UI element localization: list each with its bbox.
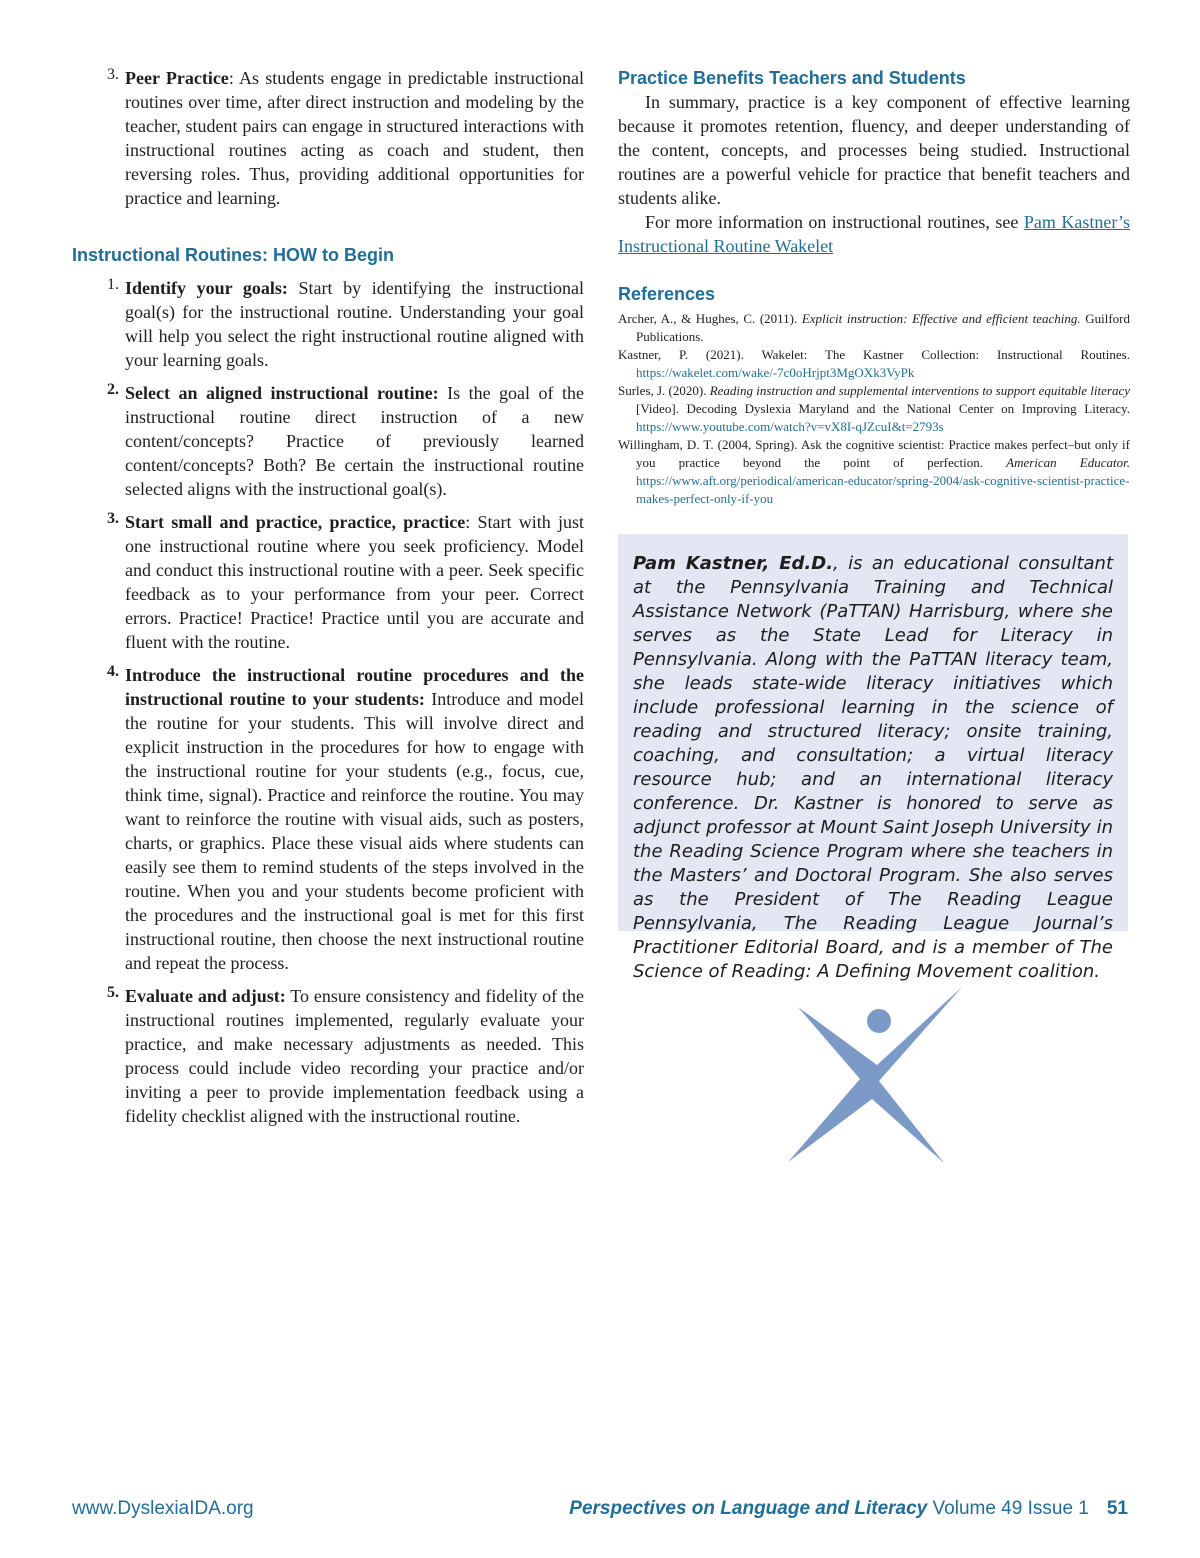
reference-item: Archer, A., & Hughes, C. (2011). Explicit instruction: Effective and efficient teaching. Guilford Publications. (618, 311, 1130, 344)
step-item (72, 663, 584, 975)
item-text (125, 66, 584, 210)
references-list (618, 310, 1130, 508)
author-bio-box (618, 534, 1128, 982)
page-footer (72, 1498, 1128, 1522)
references-heading: References (618, 284, 716, 304)
how-to-begin-heading: Instructional Routines: HOW to Begin (72, 245, 394, 265)
reference-url[interactable]: https://www.youtube.com/watch?v=vX8I-qJZcuI&t=2793s (636, 419, 944, 434)
footer-publication: Perspectives on Language and Literacy (569, 1498, 928, 1519)
item-body: : As students engage in predictable instructional routines over time, after direct instruction and modeling by the teacher, student pairs can engage in structured interactions with instructional routines acting as coach and student, then reversing roles. Thus, providing additional opportunities for practice and learning. (125, 68, 585, 208)
more-info-paragraph (618, 210, 1130, 258)
reference-item: Kastner, P. (2021). Wakelet: The Kastner Collection: Instructional Routines. https://wakelet.com/wake/-7c0oHrjpt3MgOXk3VyPk (618, 347, 1130, 380)
step-number: 2. (107, 381, 119, 398)
reference-item: Surles, J. (2020). Reading instruction and supplemental interventions to support equitable literacy [Video]. Decoding Dyslexia Maryland and the National Center on Improving Literacy. https://www.youtube.com/watch?v=vX8I-qJZcuI&t=2793s (618, 383, 1130, 434)
step-number: 4. (107, 663, 119, 680)
reference-url[interactable]: https://wakelet.com/wake/-7c0oHrjpt3MgOXk3VyPk (636, 365, 915, 380)
right-column (618, 66, 1130, 508)
step-label: Identify your goals: (125, 278, 288, 298)
left-column (72, 66, 584, 1137)
item-label: Peer Practice (125, 68, 229, 88)
step-number: 5. (107, 984, 119, 1001)
step-body: Start by identifying the instructional goal(s) for the instructional routine. Understanding your goal will help you select the right instructional routine aligned with your learning goals. (125, 278, 584, 370)
reference-url[interactable]: https://www.aft.org/periodical/american-educator/spring-2004/ask-cognitive-scientist-practice-makes-perfect-only-if-you (636, 473, 1130, 506)
peer-practice-item (72, 66, 584, 210)
step-label: Evaluate and adjust: (125, 986, 286, 1006)
step-number: 3. (107, 510, 119, 527)
footer-page-number: 51 (1106, 1498, 1128, 1519)
step-body: : Start with just one instructional routine where you seek proficiency. Model and conduct this instructional routine with a peer. Seek specific feedback as to your performance from your peer. Correct errors. Practice! Practice! Practice until you are accurate and fluent with the routine. (125, 512, 584, 652)
author-name: Pam Kastner, Ed.D. (633, 553, 834, 574)
wakelet-link[interactable]: Pam Kastner’s Instructional Routine Wakelet (618, 212, 1130, 256)
footer-issue: Volume 49 Issue 1 (932, 1498, 1089, 1519)
summary-paragraph: In summary, practice is a key component of effective learning because it promotes retention, fluency, and deeper understanding of the content, concepts, and processes being studied. Instructional routines are a powerful vehicle for practice that benefit teachers and students alike. (618, 92, 1130, 208)
item-number: 3. (107, 66, 119, 83)
logo-head (867, 1009, 891, 1033)
step-body: Introduce and model the routine for your students. This will involve direct and explicit instruction in the procedures for how to engage with the instructional routine for your students (e.g., focus, cue, think time, signal). Practice and reinforce the routine. You may want to reinforce the routine with visual aids, such as posters, charts, or graphics. Place these visual aids where students can easily see them to remind students of the steps involved in the routine. When you and your students become proficient with the procedures and the instructional goal is met for this first instructional routine, then choose the next instructional routine and repeat the process. (125, 689, 585, 973)
step-item (72, 276, 584, 372)
author-bio-text: , is an educational consultant at the Pennsylvania Training and Technical Assistance Network (PaTTAN) Harrisburg, where she serves as the State Lead for Literacy in Pennsylvania. Along with the PaTTAN literacy team, she leads state-wide literacy initiatives which include professional learning in the science of reading and structured literacy; onsite training, coaching, and consultation; a virtual literacy resource hub; and an international literacy conference. Dr. Kastner is honored to serve as adjunct professor at Mount Saint Joseph University in the Reading Science Program where she teachers in the Masters’ and Doctoral Program. She also serves as the President of The Reading League Pennsylvania, The Reading League Journal’s Practitioner Editorial Board, and is a member of The Science of Reading: A Defining Movement coalition. (633, 553, 1113, 982)
step-number: 1. (107, 276, 119, 293)
step-item (72, 381, 584, 501)
step-body: To ensure consistency and fidelity of the instructional routines implemented, regularly evaluate your practice, and make necessary adjustments as needed. This process could include video recording your practice and/or inviting a peer to provide implementation feedback using a fidelity checklist aligned with the instructional routine. (125, 986, 584, 1126)
more-info-text: For more information on instructional routines, see (645, 212, 1024, 232)
step-label: Select an aligned instructional routine: (125, 383, 439, 403)
footer-website[interactable]: www.DyslexiaIDA.org (72, 1498, 254, 1519)
reference-item: Willingham, D. T. (2004, Spring). Ask the cognitive scientist: Practice makes perfect–but only if you practice beyond the point of perfection. American Educator. https://www.aft.org/periodical/american-educator/spring-2004/ask-cognitive-scientist-practice-makes-perfect-only-if-you (618, 437, 1130, 506)
step-item (72, 984, 584, 1128)
benefits-heading: Practice Benefits Teachers and Students (618, 68, 966, 88)
ida-figure-logo-icon (776, 985, 966, 1165)
step-item (72, 510, 584, 654)
step-label: Start small and practice, practice, practice (125, 512, 466, 532)
footer-publication-info (569, 1498, 1128, 1520)
step-body: Is the goal of the instructional routine direct instruction of a new content/concepts? Practice of previously learned content/concepts? Both? Be certain the instructional routine selected aligns with the instructional goal(s). (125, 383, 584, 499)
step-label: Introduce the instructional routine procedures and the instructional routine to your students: (125, 665, 584, 709)
